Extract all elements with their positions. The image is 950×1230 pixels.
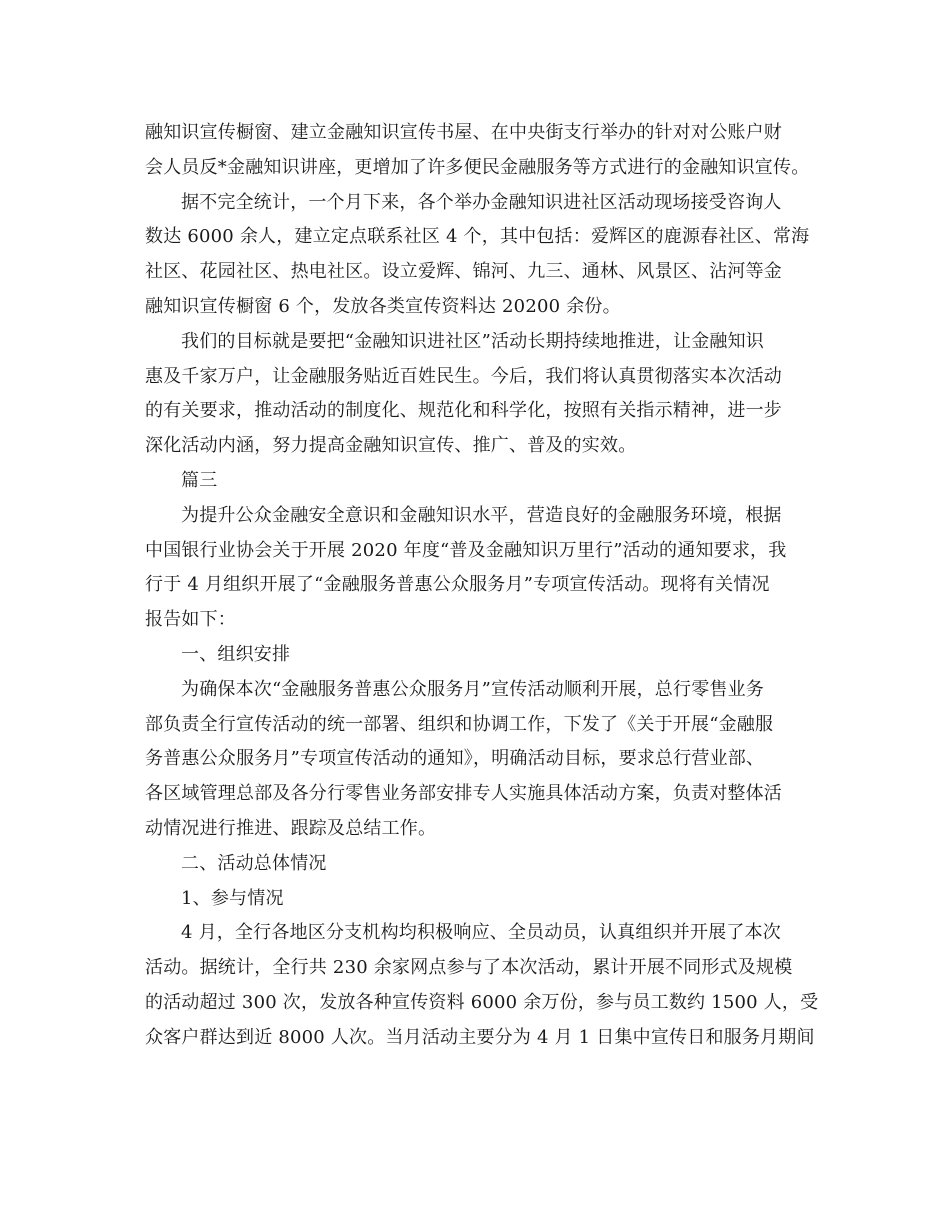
text-line: 为确保本次“金融服务普惠公众服务月”宣传活动顺利开展，总行零售业务 <box>181 678 765 700</box>
text-line: 行于 4 月组织开展了“金融服务普惠公众服务月”专项宣传活动。现将有关情况 <box>145 574 770 596</box>
text-line: 融知识宣传橱窗、建立金融知识宣传书屋、在中央街支行举办的针对对公账户财 <box>145 122 782 143</box>
text-line: 各区域管理总部及各分行零售业务部安排专人实施具体活动方案，负责对整体活 <box>145 783 782 805</box>
text-line: 数达 6000 余人，建立定点联系社区 4 个，其中包括：爱辉区的鹿源春社区、常海 <box>145 226 810 248</box>
text-line: 深化活动内涵，努力提高金融知识宣传、推广、普及的实效。 <box>145 435 637 457</box>
text-line: 二、活动总体情况 <box>181 852 327 874</box>
text-line: 的有关要求，推动活动的制度化、规范化和科学化，按照有关指示精神，进一步 <box>145 400 782 422</box>
text-line: 众客户群达到近 8000 人次。当月活动主要分为 4 月 1 日集中宣传日和服务月期间 <box>145 1026 815 1048</box>
text-line: 中国银行业协会关于开展 2020 年度“普及金融知识万里行”活动的通知要求，我 <box>145 539 787 561</box>
text-line: 篇三 <box>181 469 218 491</box>
document-body <box>145 116 825 1056</box>
text-line: 1、参与情况 <box>181 887 284 909</box>
text-line: 社区、花园社区、热电社区。设立爱辉、锦河、九三、通林、风景区、沾河等金 <box>145 261 782 283</box>
text-line: 的活动超过 300 次，发放各种宣传资料 6000 余万份，参与员工数约 1500 人，受 <box>145 991 819 1013</box>
text-line: 报告如下： <box>145 609 236 631</box>
text-line: 活动。据统计，全行共 230 余家网点参与了本次活动，累计开展不同形式及规模 <box>145 957 793 979</box>
text-line: 务普惠公众服务月”专项宣传活动的通知》，明确活动目标，要求总行营业部、 <box>145 748 765 770</box>
text-line: 一、组织安排 <box>181 643 291 665</box>
text-line: 4 月，全行各地区分支机构均积极响应、全员动员，认真组织并开展了本次 <box>181 922 781 944</box>
text-line: 我们的目标就是要把“金融知识进社区”活动长期持续地推进，让金融知识 <box>181 330 765 352</box>
text-line: 为提升公众金融安全意识和金融知识水平，营造良好的金融服务环境，根据 <box>181 504 782 526</box>
text-line: 融知识宣传橱窗 6 个，发放各类宣传资料达 20200 余份。 <box>145 295 621 317</box>
text-line: 部负责全行宣传活动的统一部署、组织和协调工作，下发了《关于开展“金融服 <box>145 713 774 735</box>
text-line: 会人员反*金融知识讲座，更增加了许多便民金融服务等方式进行的金融知识宣传。 <box>145 156 810 178</box>
text-line: 据不完全统计，一个月下来，各个举办金融知识进社区活动现场接受咨询人 <box>181 191 782 213</box>
text-line: 动情况进行推进、跟踪及总结工作。 <box>145 817 437 839</box>
text-line: 惠及千家万户，让金融服务贴近百姓民生。今后，我们将认真贯彻落实本次活动 <box>145 365 782 387</box>
